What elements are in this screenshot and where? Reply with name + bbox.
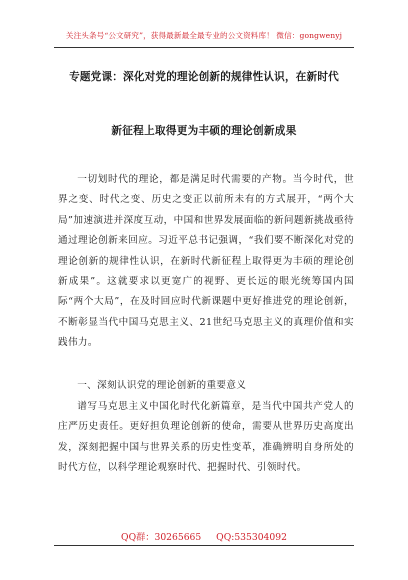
document-title-line-2: 新征程上取得更为丰硕的理论创新成果 xyxy=(111,125,297,137)
section-heading-1 xyxy=(58,376,354,396)
body-paragraph-1 xyxy=(58,170,354,354)
document-title-line-1: 专题党课：深化对党的理论创新的规律性认识，在新时代 xyxy=(69,71,339,83)
footer-rule xyxy=(54,545,354,546)
paragraph-text: 谱写马克思主义中国化时代化新篇章，是当代中国共产党人的庄严历史责任。更好担负理论创新的使命，需要从世界历史高度出发，深刻把握中国与世界关系的历史性变革，准确辨明自身所处的时代方位，以科学理论观察时代、把握时代、引领时代。 xyxy=(58,401,354,474)
header-notice: 关注头条号“公文研究”，获得最新最全最专业的公文资料库！ 微信：gongwenyj xyxy=(65,31,343,40)
footer-qq-group: QQ群：30265665 xyxy=(121,532,202,543)
paragraph-text: 一切划时代的理论，都是满足时代需要的产物。当今时代，世界之变、时代之变、历史之变正以前所未有的方式展开，“两个大局”加速演进并深度互动，中国和世界发展面临的新问题新挑战亟待通过理论创新来回应。习近平总书记强调，“我们要不断深化对党的理论创新的规律性认识，在新时代新征程上取得更为丰硕的理论创新成果”。这就要求以更宽广的视野、更长远的眼光统筹国内国际“两个大局”，在及时回应时代新课题中更好推进党的理论创新，不断彰显当代中国马克思主义、21世纪马克思主义的真理价值和实践伟力。 xyxy=(58,174,354,349)
footer-contact xyxy=(0,529,408,543)
section-heading-text: 一、深刻认识党的理论创新的重要意义 xyxy=(77,380,247,391)
body-paragraph-2 xyxy=(58,397,354,479)
header-rule xyxy=(54,47,354,48)
footer-qq: QQ:535304092 xyxy=(216,532,287,543)
